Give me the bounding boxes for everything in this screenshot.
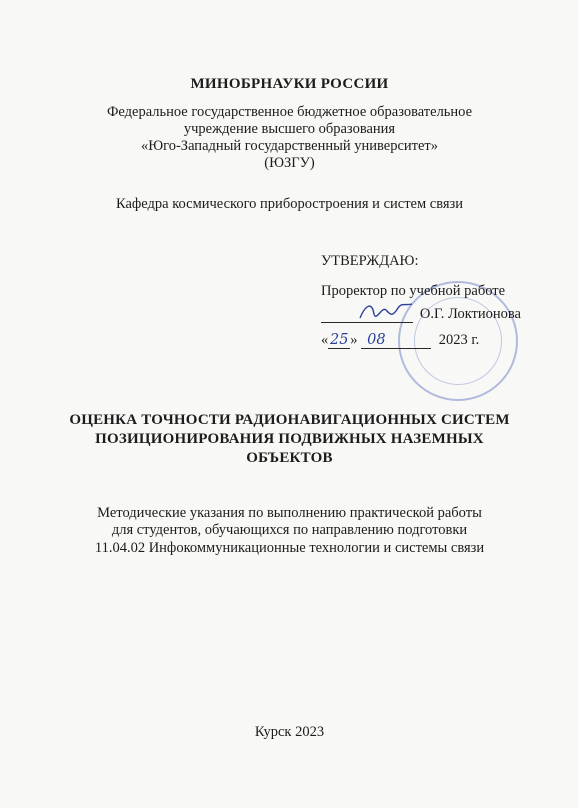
document-title-line-2: ПОЗИЦИОНИРОВАНИЯ ПОДВИЖНЫХ НАЗЕМНЫХ <box>95 431 484 447</box>
approver-name: О.Г. Локтионова <box>419 306 521 322</box>
date-open-quote: « <box>321 332 329 348</box>
description-line-3: 11.04.02 Инфокоммуникационные технологии и системы связи <box>94 540 485 556</box>
approval-date <box>321 332 521 349</box>
institution-abbreviation: (ЮЗГУ) <box>264 155 315 171</box>
institution-line-3: «Юго-Западный государственный университет» <box>140 138 439 154</box>
handwritten-signature <box>356 296 416 326</box>
date-year: 2023 г. <box>438 332 480 348</box>
department-name: Кафедра космического приборостроения и систем связи <box>115 196 464 212</box>
city-year: Курск 2023 <box>254 724 325 740</box>
date-month: 08 <box>361 332 431 349</box>
institution-line-2: учреждение высшего образования <box>183 121 396 137</box>
date-close-quote: » <box>350 332 358 348</box>
document-title-line-1: ОЦЕНКА ТОЧНОСТИ РАДИОНАВИГАЦИОННЫХ СИСТЕМ <box>69 412 510 428</box>
date-day: 25 <box>330 332 349 348</box>
approval-heading: УТВЕРЖДАЮ: <box>321 253 419 269</box>
document-title-line-3: ОБЪЕКТОВ <box>246 450 333 466</box>
approver-position: Проректор по учебной работе <box>321 283 506 299</box>
ministry-heading: МИНОБРНАУКИ РОССИИ <box>190 76 389 92</box>
description-line-1: Методические указания по выполнению практической работы <box>97 505 482 521</box>
description-line-2: для студентов, обучающихся по направлению подготовки <box>111 522 468 538</box>
institution-line-1: Федеральное государственное бюджетное образовательное <box>106 104 473 120</box>
